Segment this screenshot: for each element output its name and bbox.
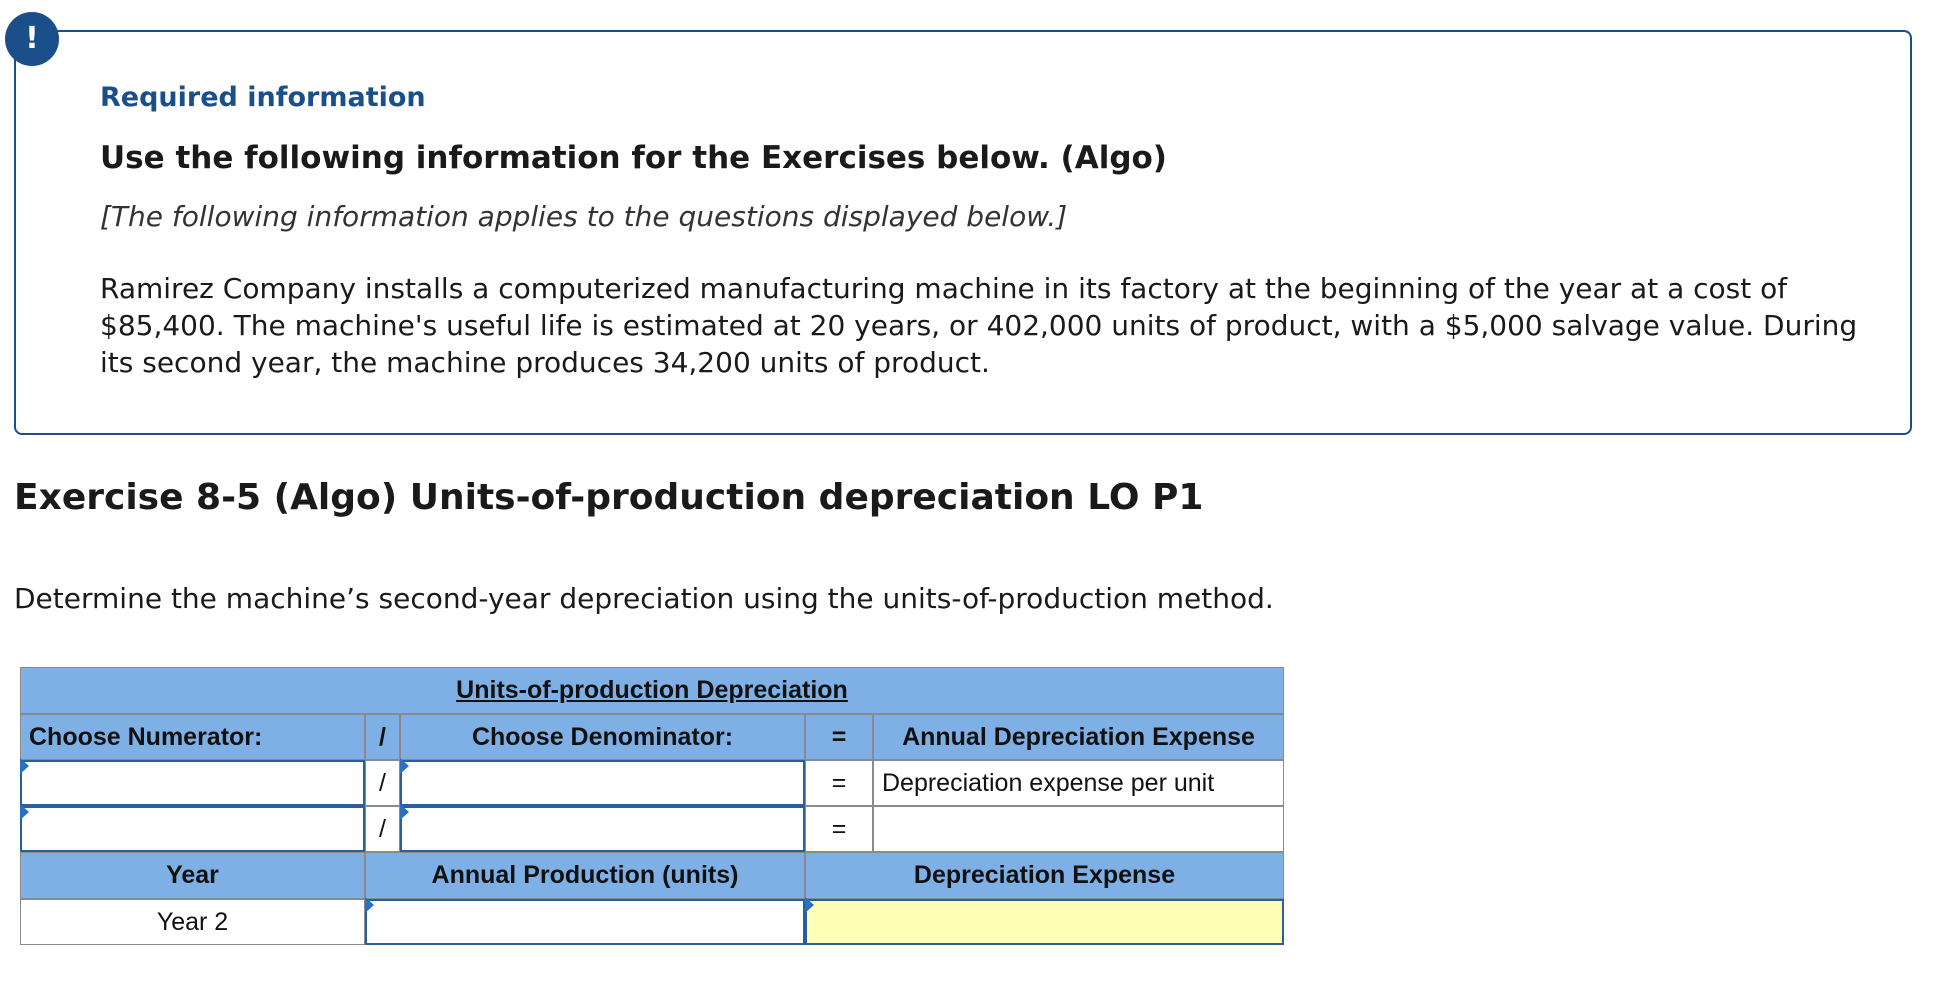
annual-production-input[interactable] [365, 899, 805, 945]
expense-header: Depreciation Expense [805, 852, 1284, 899]
year-cell: Year 2 [20, 899, 365, 945]
denominator-input-row2[interactable] [400, 806, 805, 852]
numerator-input-row1[interactable] [20, 760, 365, 806]
input-marker-icon [805, 897, 814, 913]
input-marker-icon [365, 897, 374, 913]
exercise-title: Exercise 8-5 (Algo) Units-of-production depreciation LO P1 [14, 477, 1204, 518]
worksheet-title [20, 667, 1284, 714]
divide-sign-row1: / [365, 760, 400, 806]
depreciation-expense-answer[interactable] [805, 899, 1284, 945]
result-header: Annual Depreciation Expense [873, 714, 1284, 760]
info-note: [The following information applies to the questions displayed below.] [100, 200, 1068, 233]
input-marker-icon [400, 758, 409, 774]
numerator-input-row2[interactable] [20, 806, 365, 852]
divide-sign-row2: / [365, 806, 400, 852]
input-marker-icon [20, 804, 29, 820]
alert-icon: ! [5, 12, 59, 66]
denominator-input-row1[interactable] [400, 760, 805, 806]
equals-sign-row2: = [805, 806, 873, 852]
exercise-instruction: Determine the machine’s second-year depreciation using the units-of-production method. [14, 582, 1274, 615]
input-marker-icon [20, 758, 29, 774]
divide-header: / [365, 714, 400, 760]
denominator-header: Choose Denominator: [400, 714, 805, 760]
info-heading: Use the following information for the Exercises below. (Algo) [100, 140, 1167, 176]
scenario-text: Ramirez Company installs a computerized manufacturing machine in its factory at the beginning of the year at a cost of $85,400. The machine's useful life is estimated at 20 years, or 402,000 units of product, with a $5,000 salvage value. During its second year, the machine produces 34,200 units of product. [100, 272, 1858, 379]
result-label-row1: Depreciation expense per unit [873, 760, 1284, 806]
production-header: Annual Production (units) [365, 852, 805, 899]
input-marker-icon [400, 804, 409, 820]
result-value-row2 [873, 806, 1284, 852]
equals-sign-row1: = [805, 760, 873, 806]
depreciation-worksheet [20, 667, 1284, 947]
worksheet-title-text: Units-of-production Depreciation [456, 676, 848, 704]
numerator-header: Choose Numerator: [20, 714, 365, 760]
required-info-title: Required information [100, 82, 426, 113]
equals-header: = [805, 714, 873, 760]
year-header: Year [20, 852, 365, 899]
